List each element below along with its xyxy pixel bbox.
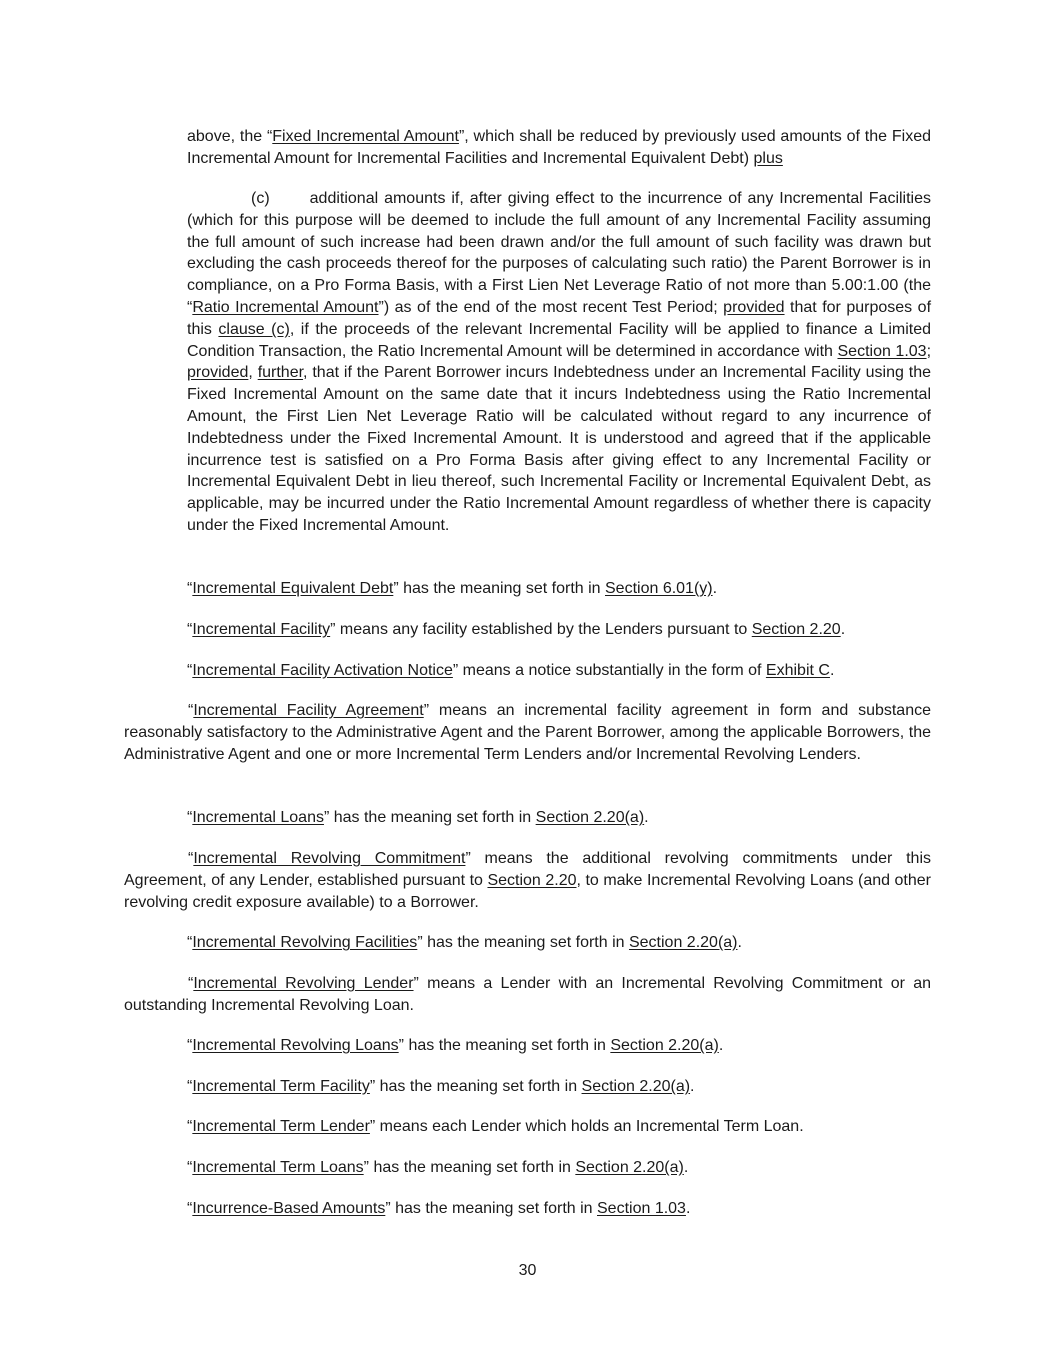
text-run: . (829, 662, 835, 679)
text-run: ” means the additional revolving commitments under this Agreement, of any Lender, established pursuant to (124, 850, 932, 889)
text-run: ” has the meaning set forth in (323, 809, 536, 826)
text-run: ” has the meaning set forth in (393, 580, 605, 597)
text-run: ; (926, 342, 932, 360)
text-run: above, the “ (187, 128, 273, 145)
text-run: ” means each Lender which holds an Incremental Term Loan. (369, 1118, 804, 1135)
underlined-term: clause (c) (218, 320, 290, 338)
text-run: that for purposes of this (187, 298, 932, 338)
definition-incremental-term-loans (187, 1157, 931, 1179)
definition-incremental-revolving-lender (124, 973, 931, 1017)
text-run: . (683, 1159, 689, 1176)
text-run: “ (188, 702, 194, 719)
text-run: ” means a Lender with an Incremental Revolving Commitment or an outstanding Incremental Revolving Loan. (124, 975, 932, 1014)
text-run: “ (188, 850, 194, 867)
underlined-term: Incremental Term Lender (192, 1118, 370, 1135)
underlined-term: Incremental Term Loans (192, 1159, 364, 1176)
text-run: . (644, 809, 649, 826)
text-run: “ (187, 1159, 193, 1176)
underlined-term: Section 6.01(y) (605, 580, 713, 597)
text-run: “ (187, 621, 193, 638)
text-run: “ (187, 1078, 193, 1095)
text-run: ” means any facility established by the Lenders pursuant to (330, 621, 752, 638)
underlined-term: Section 2.20 (487, 871, 577, 889)
text-run: (c) additional amounts if, after giving effect to the incurrence of any Incremental Facilities (which for this purpose will be deemed to include the full amount of any Incremental Facility assuming the full amount of such increase had been drawn and/or the full amount of such facility was drawn but excluding the cash proceeds thereof for the purposes of calculating such ratio) the Parent Borrower is in compliance, on a Pro Forma Basis, with a First Lien Net Leverage Ratio of not more than 5.00:1.00 (the “ (187, 190, 931, 316)
underlined-term: Fixed Incremental Amount (272, 128, 459, 145)
underlined-term: Section 1.03 (597, 1200, 686, 1217)
underlined-term: provided (187, 364, 249, 382)
definition-incremental-facility-agreement (124, 700, 931, 765)
definition-incurrence-based-amounts (187, 1198, 931, 1220)
definition-incremental-revolving-commitment (124, 848, 931, 913)
text-run: , if the proceeds of the relevant Incremental Facility will be applied to finance a Limited Condition Transaction, the Ratio Incremental Amount will be determined in accordance with (187, 320, 931, 360)
underlined-term: Incremental Equivalent Debt (192, 580, 394, 597)
text-run: ” means a notice substantially in the form of (452, 662, 766, 679)
definition-incremental-equivalent-debt (187, 578, 931, 600)
text-run: ” means an incremental facility agreement in form and substance reasonably satisfactory to the Administrative Agent and the Parent Borrower, among the applicable Borrowers, the Administrative Agent and one or more Incremental Term Lenders and/or Incremental Revolving Lenders. (124, 702, 931, 763)
underlined-term: Section 2.20(a) (581, 1078, 691, 1095)
text-run: . (712, 580, 718, 597)
underlined-term: Incremental Revolving Lender (193, 975, 414, 992)
underlined-term: Incremental Facility (192, 621, 331, 638)
definition-incremental-term-facility (187, 1076, 931, 1098)
underlined-term: provided (723, 298, 785, 316)
text-run: . (685, 1200, 691, 1217)
text-run: , to make Incremental Revolving Loans (and other revolving credit exposure available) to a Borrower. (124, 871, 931, 911)
underlined-term: Incremental Loans (192, 809, 324, 826)
underlined-term: Incremental Revolving Loans (192, 1037, 399, 1054)
underlined-term: Section 2.20(a) (535, 809, 645, 826)
underlined-term: Exhibit C (765, 662, 830, 679)
text-run: “ (187, 1200, 193, 1217)
text-run: ” has the meaning set forth in (385, 1200, 597, 1217)
underlined-term: Incremental Facility Agreement (193, 702, 424, 719)
text-run: , that if the Parent Borrower incurs Indebtedness under an Incremental Facility using the Fixed Incremental Amount on the same date that it incurs Indebtedness using the Ratio Incremental Amount, the First Lien Net Leverage Ratio will be calculated without regard to any incurrence of Indebtedness under the Fixed Incremental Amount. It is understood and agreed that if the applicable incurrence test is satisfied on a Pro Forma Basis after giving effect to any Incremental Facility or Incremental Equivalent Debt in lieu thereof, such Incremental Facility or Incremental Equivalent Debt, as applicable, may be incurred under the Ratio Incremental Amount regardless of whether there is capacity under the Fixed Incremental Amount. (187, 364, 931, 534)
definition-incremental-revolving-facilities (187, 932, 931, 954)
definition-incremental-facility-activation-notice (187, 660, 931, 682)
underlined-term: Incremental Revolving Facilities (192, 934, 418, 951)
underlined-term: Section 2.20(a) (575, 1159, 684, 1176)
paragraph-clause-c (187, 188, 931, 537)
definition-incremental-loans (187, 807, 931, 829)
definition-incremental-facility (187, 619, 931, 641)
underlined-term: Incremental Facility Activation Notice (192, 662, 453, 679)
underlined-term: Section 2.20(a) (610, 1037, 719, 1054)
text-run: ” has the meaning set forth in (363, 1159, 576, 1176)
underlined-term: Incremental Term Facility (192, 1078, 370, 1095)
text-run: . (737, 934, 742, 951)
underlined-term: Incremental Revolving Commitment (193, 850, 466, 867)
underlined-term: Section 2.20(a) (628, 934, 738, 951)
text-run: “ (187, 662, 193, 679)
underlined-term: plus (753, 149, 783, 167)
text-run: “ (187, 934, 193, 951)
text-run: “ (187, 809, 193, 826)
text-run: ”) as of the end of the most recent Test Period; (378, 298, 724, 316)
underlined-term: Ratio Incremental Amount (192, 298, 379, 316)
text-run: . (840, 621, 846, 638)
text-run: . (718, 1037, 724, 1054)
text-run: ” has the meaning set forth in (398, 1037, 611, 1054)
text-run: “ (188, 975, 194, 992)
text-run: ”, which shall be reduced by previously used amounts of the Fixed Incremental Amount for Incremental Facilities and Incremental Equivalent Debt) (187, 128, 932, 167)
definition-incremental-revolving-loans (187, 1035, 931, 1057)
text-run: “ (187, 1118, 193, 1135)
underlined-term: Section 2.20 (751, 621, 841, 638)
text-run: . (690, 1078, 695, 1095)
text-run: , (248, 364, 258, 382)
underlined-term: Incurrence-Based Amounts (192, 1200, 386, 1217)
page-number: 30 (518, 1262, 537, 1279)
text-run: ” has the meaning set forth in (417, 934, 629, 951)
paragraph-fixed-incremental-amount (187, 126, 931, 170)
text-run: ” has the meaning set forth in (369, 1078, 582, 1095)
underlined-term: Section 1.03 (837, 342, 927, 360)
text-run: “ (187, 1037, 193, 1054)
definition-incremental-term-lender (187, 1116, 931, 1138)
underlined-term: further (257, 364, 304, 382)
text-run: “ (187, 580, 193, 597)
